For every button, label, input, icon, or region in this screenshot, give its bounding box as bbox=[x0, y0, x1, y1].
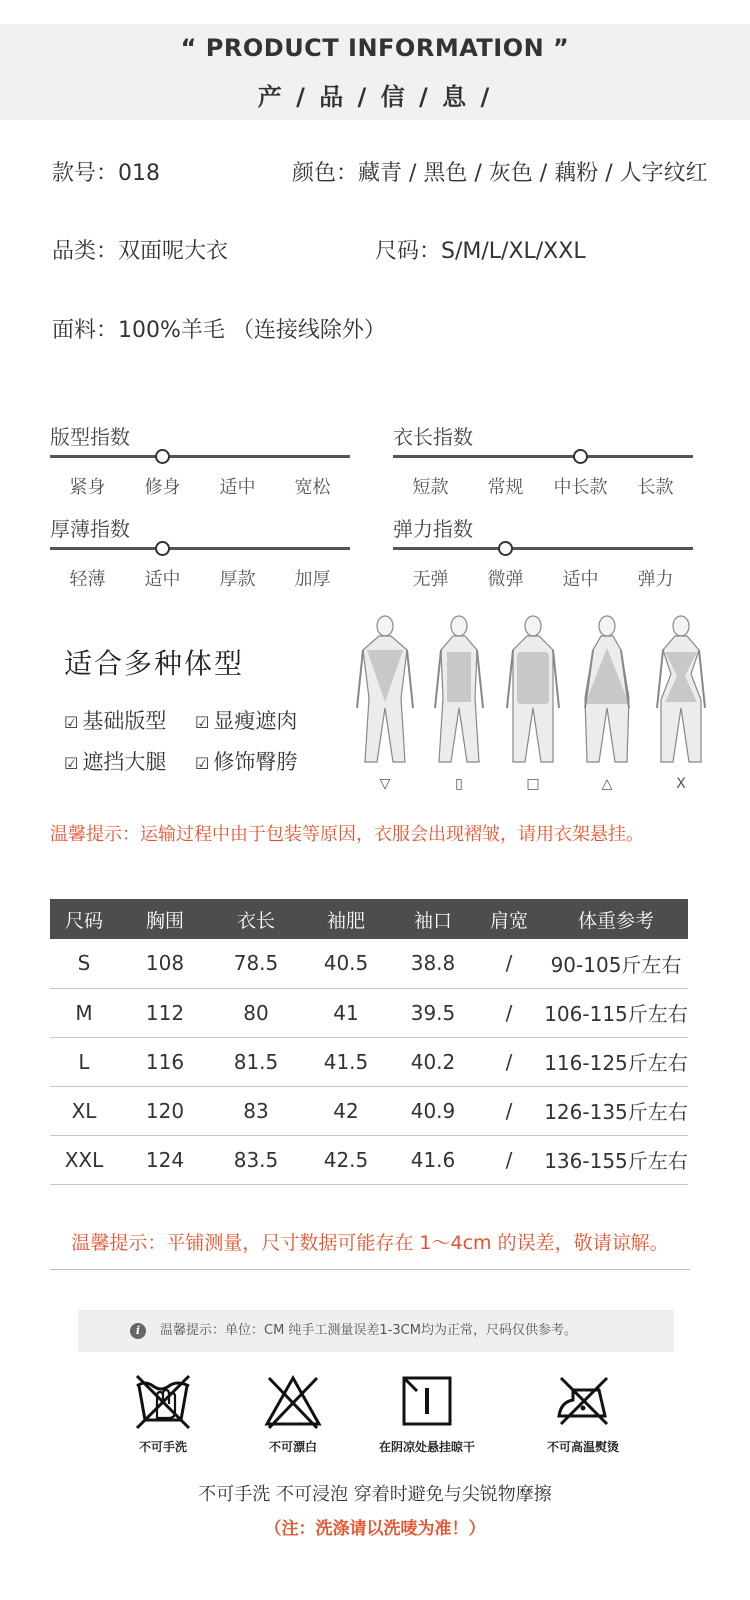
table-header: 肩宽 bbox=[474, 899, 544, 939]
table-cell: S bbox=[50, 939, 118, 988]
table-cell: 90-105斤左右 bbox=[544, 939, 688, 988]
table-cell: M bbox=[50, 988, 118, 1037]
no-bleach-icon bbox=[263, 1372, 323, 1432]
body-silhouette-icon bbox=[353, 612, 417, 772]
body-figure-o-shape bbox=[501, 612, 565, 792]
unit-note-bar bbox=[78, 1310, 674, 1352]
table-cell: 80 bbox=[212, 988, 300, 1037]
table-cell: 41.6 bbox=[392, 1135, 474, 1184]
thickness-index-scale bbox=[50, 513, 350, 593]
table-row bbox=[50, 939, 688, 988]
shape-mark: □ bbox=[526, 776, 540, 792]
wash-note: 不可手洗 不可浸泡 穿着时避免与尖锐物摩擦 bbox=[198, 1484, 552, 1505]
table-cell: 40.5 bbox=[300, 939, 392, 988]
scale-marker bbox=[498, 541, 513, 556]
table-header-row bbox=[50, 899, 688, 939]
scale-marker bbox=[155, 541, 170, 556]
scale-line bbox=[50, 547, 350, 550]
scale-label: 适中 bbox=[562, 569, 599, 590]
feature-item: ☑ 显瘦遮肉 bbox=[195, 709, 298, 733]
table-cell: / bbox=[474, 1086, 544, 1135]
scale-title: 衣长指数 bbox=[393, 425, 473, 449]
shape-mark: △ bbox=[601, 776, 613, 792]
table-cell: 40.9 bbox=[392, 1086, 474, 1135]
table-cell: 106-115斤左右 bbox=[544, 988, 688, 1037]
care-label: 不可手洗 bbox=[138, 1440, 187, 1454]
scale-label: 适中 bbox=[144, 569, 181, 590]
checkbox-icon: ☑ bbox=[64, 754, 79, 773]
table-cell: 78.5 bbox=[212, 939, 300, 988]
table-cell: 42 bbox=[300, 1086, 392, 1135]
table-header: 袖口 bbox=[392, 899, 474, 939]
shape-mark: X bbox=[676, 776, 686, 792]
transport-tip: 温馨提示：运输过程中由于包装等原因，衣服会出现褶皱，请用衣架悬挂。 bbox=[50, 824, 644, 845]
body-figure-triangle bbox=[575, 612, 639, 792]
table-cell: L bbox=[50, 1037, 118, 1086]
table-cell: 41.5 bbox=[300, 1037, 392, 1086]
scale-marker bbox=[155, 449, 170, 464]
table-cell: 116-125斤左右 bbox=[544, 1037, 688, 1086]
scale-label: 厚款 bbox=[219, 569, 256, 590]
table-cell: 83.5 bbox=[212, 1135, 300, 1184]
body-silhouette-icon bbox=[427, 612, 491, 772]
color-options: 颜色：藏青 / 黑色 / 灰色 / 藕粉 / 人字纹红 bbox=[292, 161, 708, 186]
no-high-temp-iron-icon bbox=[553, 1372, 613, 1432]
elasticity-index-scale bbox=[393, 513, 693, 593]
scale-line bbox=[393, 455, 693, 458]
feature-item: ☑ 修饰臀胯 bbox=[195, 750, 298, 774]
table-row bbox=[50, 988, 688, 1037]
table-cell: 39.5 bbox=[392, 988, 474, 1037]
checkbox-icon: ☑ bbox=[195, 754, 210, 773]
scale-title: 厚薄指数 bbox=[50, 517, 130, 541]
care-label: 在阴凉处悬挂晾干 bbox=[378, 1440, 475, 1454]
table-cell: XL bbox=[50, 1086, 118, 1135]
table-cell: 42.5 bbox=[300, 1135, 392, 1184]
style-number: 款号：018 bbox=[52, 161, 160, 186]
table-cell: XXL bbox=[50, 1135, 118, 1184]
scale-label: 加厚 bbox=[294, 569, 331, 590]
table-cell: 136-155斤左右 bbox=[544, 1135, 688, 1184]
body-silhouette-icon bbox=[501, 612, 565, 772]
measurement-tip: 温馨提示：平铺测量，尺寸数据可能存在 1～4cm 的误差，敬请谅解。 bbox=[50, 1228, 690, 1270]
table-cell: 41 bbox=[300, 988, 392, 1037]
care-item-no-hand-wash bbox=[98, 1372, 228, 1462]
table-cell: / bbox=[474, 939, 544, 988]
size-table bbox=[50, 899, 688, 1185]
shade-drip-dry-icon bbox=[397, 1372, 457, 1432]
care-item-shade-drip-dry bbox=[362, 1372, 492, 1462]
feature-item: ☑ 遮挡大腿 bbox=[64, 750, 167, 774]
body-silhouette-icon bbox=[575, 612, 639, 772]
table-cell: 81.5 bbox=[212, 1037, 300, 1086]
care-label: 不可漂白 bbox=[268, 1440, 317, 1454]
no-hand-wash-icon bbox=[133, 1372, 193, 1432]
scale-title: 弹力指数 bbox=[393, 517, 473, 541]
scale-title: 版型指数 bbox=[50, 425, 130, 449]
scale-label: 紧身 bbox=[69, 477, 106, 498]
scale-line bbox=[50, 455, 350, 458]
scale-label: 轻薄 bbox=[69, 569, 106, 590]
header-title-cn: 产 / 品 / 信 / 息 / bbox=[257, 83, 493, 111]
body-figure-inverted-triangle bbox=[353, 612, 417, 792]
table-cell: / bbox=[474, 1037, 544, 1086]
table-cell: 112 bbox=[118, 988, 212, 1037]
table-row bbox=[50, 1135, 688, 1184]
fabric: 面料：100%羊毛 （连接线除外） bbox=[52, 318, 386, 343]
table-header: 袖肥 bbox=[300, 899, 392, 939]
info-icon: i bbox=[130, 1323, 146, 1339]
table-header: 胸围 bbox=[118, 899, 212, 939]
table-cell: 108 bbox=[118, 939, 212, 988]
table-cell: / bbox=[474, 988, 544, 1037]
body-figure-x-shape bbox=[649, 612, 713, 792]
shape-mark: ▽ bbox=[379, 776, 391, 792]
care-item-no-bleach bbox=[228, 1372, 358, 1462]
table-header: 尺码 bbox=[50, 899, 118, 939]
scale-label: 微弹 bbox=[487, 569, 524, 590]
table-cell: 116 bbox=[118, 1037, 212, 1086]
scale-line bbox=[393, 547, 693, 550]
body-type-title: 适合多种体型 bbox=[64, 647, 245, 680]
care-item-no-high-temp-iron bbox=[518, 1372, 648, 1462]
size-options: 尺码：S/M/L/XL/XXL bbox=[375, 239, 586, 264]
info-header bbox=[0, 24, 750, 120]
scale-label: 适中 bbox=[219, 477, 256, 498]
scale-label: 无弹 bbox=[412, 569, 449, 590]
checkbox-icon: ☑ bbox=[64, 713, 79, 732]
table-cell: 38.8 bbox=[392, 939, 474, 988]
shape-mark: ▯ bbox=[455, 776, 463, 792]
scale-marker bbox=[573, 449, 588, 464]
table-cell: 126-135斤左右 bbox=[544, 1086, 688, 1135]
body-figures bbox=[348, 612, 718, 792]
table-cell: 124 bbox=[118, 1135, 212, 1184]
feature-item: ☑ 基础版型 bbox=[64, 709, 167, 733]
body-figure-h-shape bbox=[427, 612, 491, 792]
table-header: 体重参考 bbox=[544, 899, 688, 939]
length-index-scale bbox=[393, 421, 693, 501]
table-header: 衣长 bbox=[212, 899, 300, 939]
table-cell: 40.2 bbox=[392, 1037, 474, 1086]
scale-label: 宽松 bbox=[294, 477, 331, 498]
scale-label: 中长款 bbox=[553, 477, 608, 498]
table-cell: 120 bbox=[118, 1086, 212, 1135]
scale-label: 短款 bbox=[412, 477, 449, 498]
body-silhouette-icon bbox=[649, 612, 713, 772]
table-cell: 83 bbox=[212, 1086, 300, 1135]
scale-label: 常规 bbox=[487, 477, 524, 498]
fit-index-scale bbox=[50, 421, 350, 501]
table-row bbox=[50, 1086, 688, 1135]
header-title-en: “ PRODUCT INFORMATION ” bbox=[180, 34, 570, 62]
care-label: 不可高温熨烫 bbox=[546, 1440, 619, 1454]
scale-label: 弹力 bbox=[637, 569, 674, 590]
wash-warning: （注：洗涤请以洗唛为准！） bbox=[264, 1519, 486, 1539]
scale-label: 长款 bbox=[637, 477, 674, 498]
table-cell: / bbox=[474, 1135, 544, 1184]
table-row bbox=[50, 1037, 688, 1086]
category: 品类：双面呢大衣 bbox=[52, 239, 229, 264]
unit-note-text: 温馨提示：单位：CM 纯手工测量误差1-3CM均为正常，尺码仅供参考。 bbox=[160, 1323, 577, 1338]
scale-label: 修身 bbox=[144, 477, 181, 498]
checkbox-icon: ☑ bbox=[195, 713, 210, 732]
